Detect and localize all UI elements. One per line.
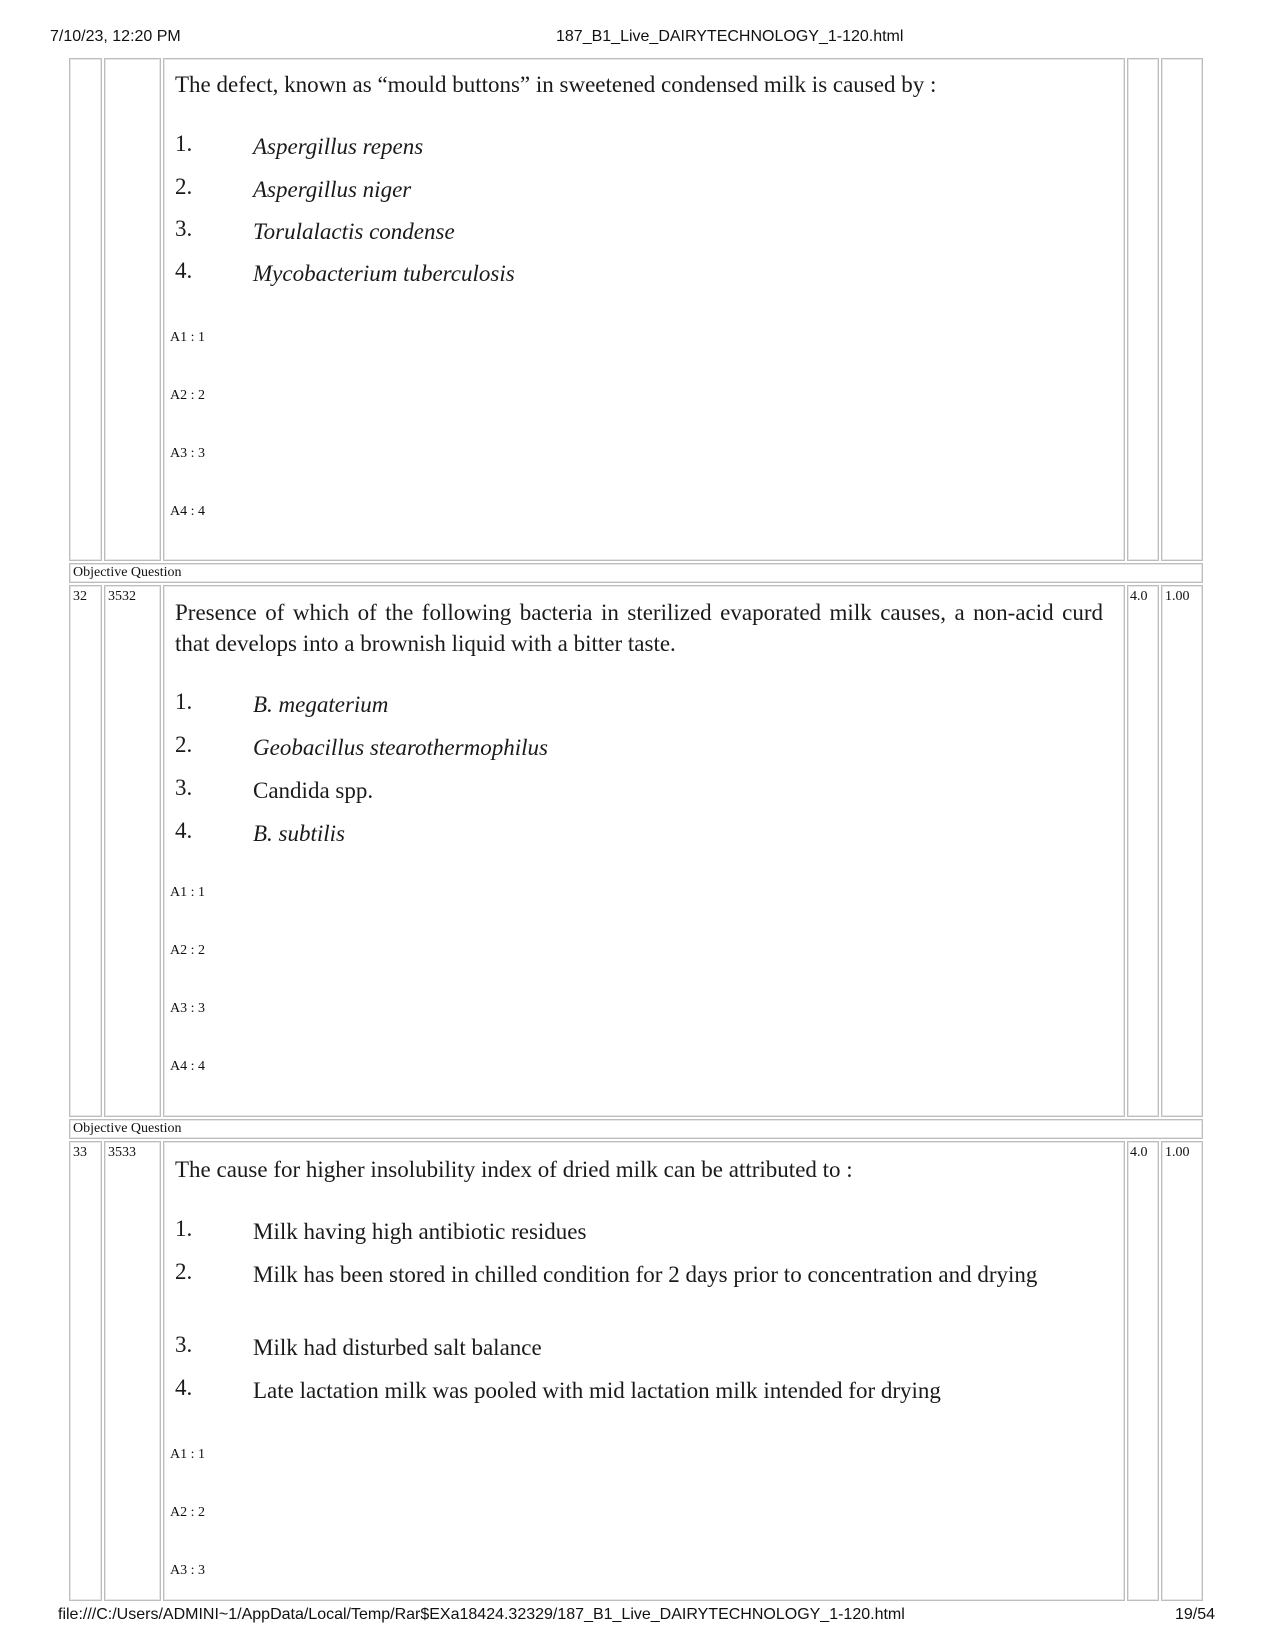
option-text: Aspergillus repens — [253, 134, 424, 159]
negative-marks-cell — [1161, 58, 1203, 561]
question-text: Presence of which of the following bacteria in sterilized evaporated milk causes, a non-acid curd that develops into a brownish liquid with a bitter taste. — [175, 600, 1103, 656]
option-text: Aspergillus niger — [253, 177, 412, 202]
sno-cell — [69, 585, 102, 1117]
answer-key: A1 : 1 — [170, 885, 205, 900]
answer-key: A2 : 2 — [170, 388, 205, 403]
option-number: 4. — [175, 1375, 193, 1400]
qid-cell — [104, 58, 161, 561]
question-id: 3533 — [108, 1145, 136, 1160]
answer-key: A3 : 3 — [170, 446, 205, 461]
option-text: Milk having high antibiotic residues — [253, 1219, 587, 1244]
print-file-path: file:///C:/Users/ADMINI~1/AppData/Local/Temp/Rar$EXa18424.32329/187_B1_Live_DAIRYTECHNOLOGY_1-120.html — [58, 1606, 905, 1623]
option-number: 4. — [175, 258, 193, 283]
option-text: Late lactation milk was pooled with mid lactation milk intended for drying — [253, 1378, 941, 1403]
option-number: 1. — [175, 131, 193, 156]
option-number: 3. — [175, 775, 193, 800]
option-number: 3. — [175, 216, 193, 241]
marks-cell — [1127, 585, 1159, 1117]
option-text: Geobacillus stearothermophilus — [253, 735, 548, 760]
negative-marks: 1.00 — [1165, 589, 1190, 604]
option-number: 2. — [175, 732, 193, 757]
question-type-label: Objective Question — [73, 1121, 182, 1136]
answer-key: A2 : 2 — [170, 943, 205, 958]
question-marks: 4.0 — [1130, 1145, 1148, 1160]
option-number: 2. — [175, 174, 193, 199]
answer-key: A1 : 1 — [170, 1447, 205, 1462]
question-cell — [163, 585, 1125, 1117]
answer-key: A1 : 1 — [170, 330, 205, 345]
answer-key: A3 : 3 — [170, 1001, 205, 1016]
negative-marks-cell — [1161, 585, 1203, 1117]
option-text: Milk has been stored in chilled condition for 2 days prior to concentration and drying — [253, 1262, 1038, 1287]
option-text: Mycobacterium tuberculosis — [253, 261, 515, 286]
negative-marks-cell — [1161, 1141, 1203, 1601]
question-text: The defect, known as “mould buttons” in sweetened condensed milk is caused by : — [175, 72, 937, 97]
question-serial-number: 32 — [73, 589, 87, 604]
option-text: Candida spp. — [253, 778, 374, 803]
answer-key: A4 : 4 — [170, 504, 205, 519]
negative-marks: 1.00 — [1165, 1145, 1190, 1160]
print-filename: 187_B1_Live_DAIRYTECHNOLOGY_1-120.html — [556, 28, 904, 45]
option-number: 4. — [175, 818, 193, 843]
option-text: Torulalactis condense — [253, 219, 455, 244]
marks-cell — [1127, 1141, 1159, 1601]
sno-cell — [69, 1141, 102, 1601]
option-number: 1. — [175, 689, 193, 714]
question-type-label: Objective Question — [73, 565, 182, 580]
answer-key: A4 : 4 — [170, 1059, 205, 1074]
question-serial-number: 33 — [73, 1145, 87, 1160]
qid-cell — [104, 585, 161, 1117]
qid-cell — [104, 1141, 161, 1601]
option-text: Milk had disturbed salt balance — [253, 1335, 542, 1360]
question-type-row — [69, 563, 1203, 583]
option-text: B. megaterium — [253, 692, 389, 717]
page-number: 19/54 — [1175, 1606, 1216, 1623]
sno-cell — [69, 58, 102, 561]
option-number: 1. — [175, 1216, 193, 1241]
answer-key: A2 : 2 — [170, 1505, 205, 1520]
option-number: 2. — [175, 1259, 193, 1284]
marks-cell — [1127, 58, 1159, 561]
print-datetime: 7/10/23, 12:20 PM — [50, 28, 181, 45]
question-text: The cause for higher insolubility index of dried milk can be attributed to : — [175, 1157, 853, 1182]
question-id: 3532 — [108, 589, 136, 604]
question-marks: 4.0 — [1130, 589, 1148, 604]
option-text: B. subtilis — [253, 821, 346, 846]
answer-key: A3 : 3 — [170, 1563, 205, 1578]
question-cell — [163, 1141, 1125, 1601]
option-number: 3. — [175, 1332, 193, 1357]
question-type-row — [69, 1119, 1203, 1139]
